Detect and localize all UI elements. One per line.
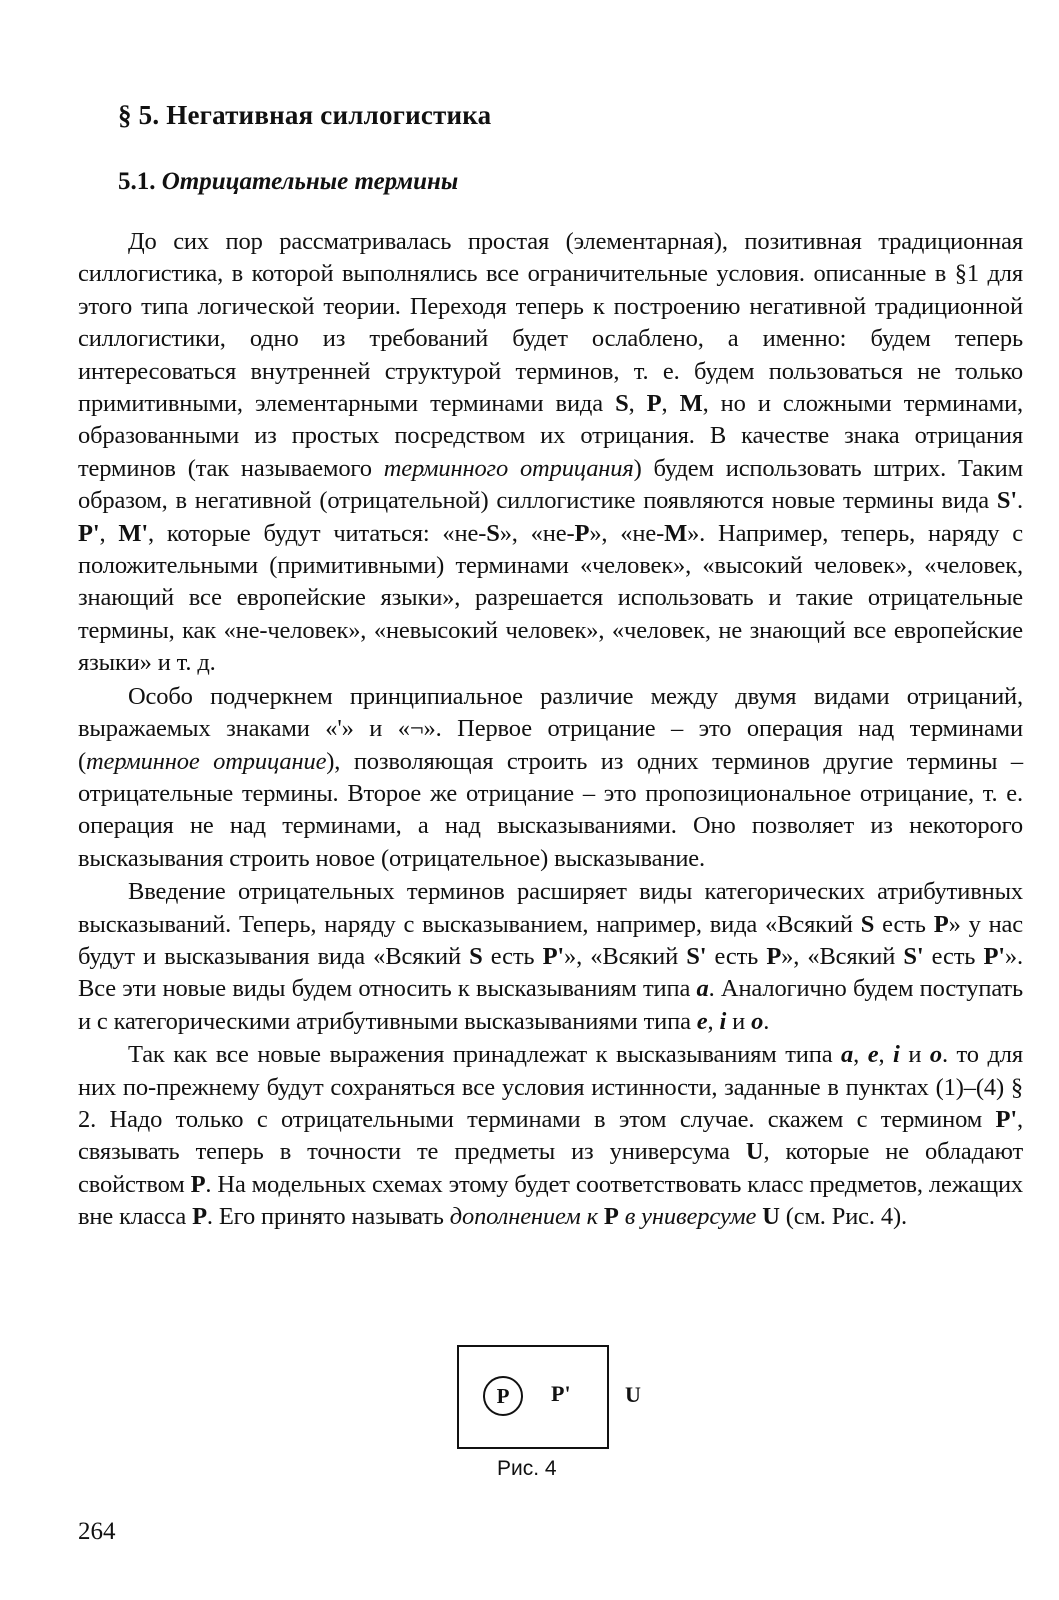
universe-box <box>457 1345 609 1449</box>
paragraph-4: Так как все новые выражения принадлежат к высказываниям типа a, e, i и o. то для них по-прежнему будут сохраняться все условия истинности, заданные в пунктах (1)–(4) § 2. Надо только с отрицательными терминами в этом случае. скажем с термином P', связывать теперь в точности те предметы из универсума U, которые не обладают свойством P. На модельных схемах этому будет соответствовать класс предметов, лежащих вне класса P. Его принято называть дополнением к P в универсуме U (см. Рис. 4). <box>78 1041 1024 1231</box>
subsection-number: 5.1. <box>118 168 156 195</box>
subsection-title: Отрицательные термины <box>161 168 459 195</box>
paragraph-3: Введение отрицательных терминов расширяет виды категорических атрибутивных высказываний. Теперь, наряду с высказыванием, например, вида «Всякий S есть P» у нас будут и высказывания вида «Всякий S есть P'», «Всякий S' есть P», «Всякий S' есть P'». Все эти новые виды будем относить к высказываниям типа a. Аналогично будем поступать и с категорическими атрибутивными высказываниями типа e, i и o. <box>78 878 1024 1035</box>
subsection-heading <box>118 168 458 196</box>
section-heading: § 5. Негативная силлогистика <box>118 100 492 130</box>
paragraph-2: Особо подчеркнем принципиальное различие между двумя видами отрицаний, выражаемых знаками «'» и «¬». Первое отрицание – это операция над терминами (терминное отрицание), позволяющая строить из одних терминов другие термины – отрицательные термины. Второе же отрицание – это пропозициональное отрицание, т. е. операция не над терминами, а над высказываниями. Оно позволяет из некоторого высказывания строить новое (отрицательное) высказывание. <box>78 682 1023 872</box>
complement-label: P' <box>551 1381 571 1406</box>
universe-label: U <box>625 1382 641 1407</box>
body-text <box>78 226 1023 1234</box>
figure-caption: Рис. 4 <box>497 1457 557 1480</box>
figure-4 <box>78 1345 1023 1515</box>
paragraph-1: До сих пор рассматривалась простая (элементарная), позитивная традиционная силлогистика, в которой выполнялись все ограничительные условия. описанные в §1 для этого типа логической теории. Переходя теперь к построению негативной традиционной силлогистики, одно из требований будет ослаблено, а именно: будем теперь интересоваться внутренней структурой терминов, т. е. будем пользоваться не только примитивными, элементарными терминами вида S, P, M, но и сложными терминами, образованными из простых посредством их отрицания. В качестве знака отрицания терминов (так называемого терминного отрицания) будем использовать штрих. Таким образом, в негативной (отрицательной) силлогистике появляются новые термины вида S'. P', M', которые будут читаться: «не-S», «не-P», «не-M». Например, теперь, наряду с положительными (примитивными) терминами «человек», «высокий человек», «человек, знающий все европейские языки», разрешается использовать и такие отрицательные термины, как «не-человек», «невысокий человек», «человек, не знающий все европейские языки» и т. д. <box>78 228 1024 677</box>
page-number: 264 <box>78 1518 116 1545</box>
class-p-circle: P <box>483 1376 523 1416</box>
